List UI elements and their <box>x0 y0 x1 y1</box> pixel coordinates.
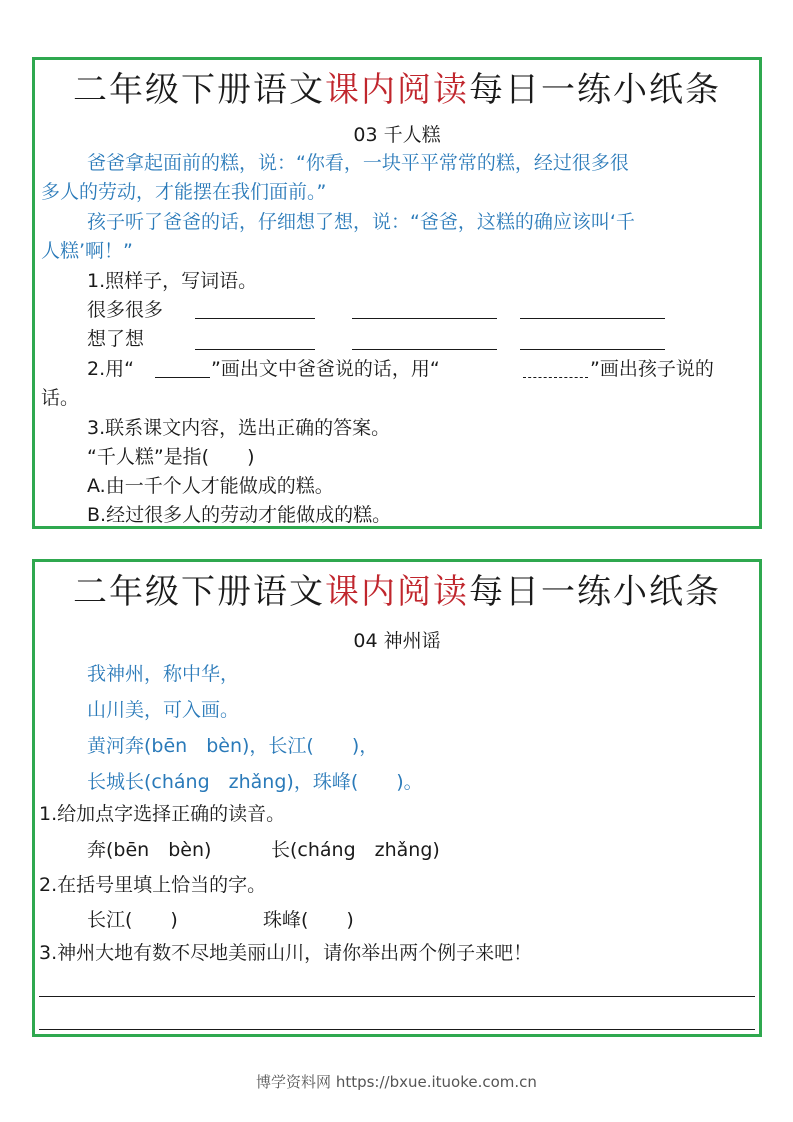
example-word-1: 很多很多 <box>87 299 164 321</box>
dashed-underline-sample <box>523 377 588 378</box>
question-2: 2.在括号里填上恰当的字。 <box>39 874 267 896</box>
passage-line: 人糕’啊！” <box>41 240 133 262</box>
question-2-part: ”画出孩子说的 <box>590 358 714 380</box>
exercise-card-2 <box>32 559 762 1037</box>
question-3: 3.神州大地有数不尽地美丽山川，请你举出两个例子来吧！ <box>39 942 533 964</box>
poem-line: 黄河奔(bēn bèn)，长江( )， <box>87 735 379 757</box>
answer-blank[interactable] <box>352 349 497 350</box>
poem-line: 我神州，称中华， <box>87 663 240 685</box>
answer-line[interactable] <box>39 996 755 997</box>
option-a: A.由一千个人才能做成的糕。 <box>87 475 334 497</box>
passage-line: 爸爸拿起面前的糕，说：“你看，一块平平常常的糕，经过很多很 <box>87 152 629 174</box>
answer-blank[interactable] <box>520 318 665 319</box>
answer-blank[interactable] <box>352 318 497 319</box>
fill-blank-2[interactable]: 珠峰( ) <box>263 909 354 931</box>
answer-blank[interactable] <box>195 349 315 350</box>
card-title: 二年级下册语文课内阅读每日一练小纸条 <box>73 70 721 110</box>
answer-blank[interactable] <box>195 318 315 319</box>
question-2-part: 2.用“ <box>87 358 134 380</box>
poem-line: 长城长(cháng zhǎng)，珠峰( )。 <box>87 771 423 793</box>
passage-line: 孩子听了爸爸的话，仔细想了想，说：“爸爸，这糕的确应该叫‘千 <box>87 211 635 233</box>
footer-watermark: 博学资料网 https://bxue.ituoke.com.cn <box>256 1073 537 1091</box>
exercise-card-1 <box>32 57 762 529</box>
example-word-2: 想了想 <box>87 328 145 350</box>
option-b: B.经过很多人的劳动才能做成的糕。 <box>87 504 392 526</box>
poem-line: 山川美，可入画。 <box>87 699 240 721</box>
passage-line: 多人的劳动，才能摆在我们面前。” <box>41 181 327 203</box>
question-1: 1.给加点字选择正确的读音。 <box>39 803 286 825</box>
answer-line[interactable] <box>39 1029 755 1030</box>
card-title: 二年级下册语文课内阅读每日一练小纸条 <box>73 572 721 612</box>
fill-blank-1[interactable]: 长江( ) <box>87 909 178 931</box>
question-3-stem: “千人糕”是指( ) <box>87 446 255 468</box>
question-3: 3.联系课文内容，选出正确的答案。 <box>87 417 391 439</box>
lesson-title: 04 神州谣 <box>353 630 441 652</box>
question-2-part: 话。 <box>41 387 80 409</box>
pinyin-options-1: 奔(bēn bèn) <box>87 839 212 861</box>
question-2-part: ”画出文中爸爸说的话，用“ <box>211 358 440 380</box>
lesson-title: 03 千人糕 <box>353 124 441 146</box>
question-1: 1.照样子，写词语。 <box>87 270 258 292</box>
answer-blank[interactable] <box>520 349 665 350</box>
solid-underline-sample <box>155 377 210 378</box>
pinyin-options-2: 长(cháng zhǎng) <box>271 839 440 861</box>
